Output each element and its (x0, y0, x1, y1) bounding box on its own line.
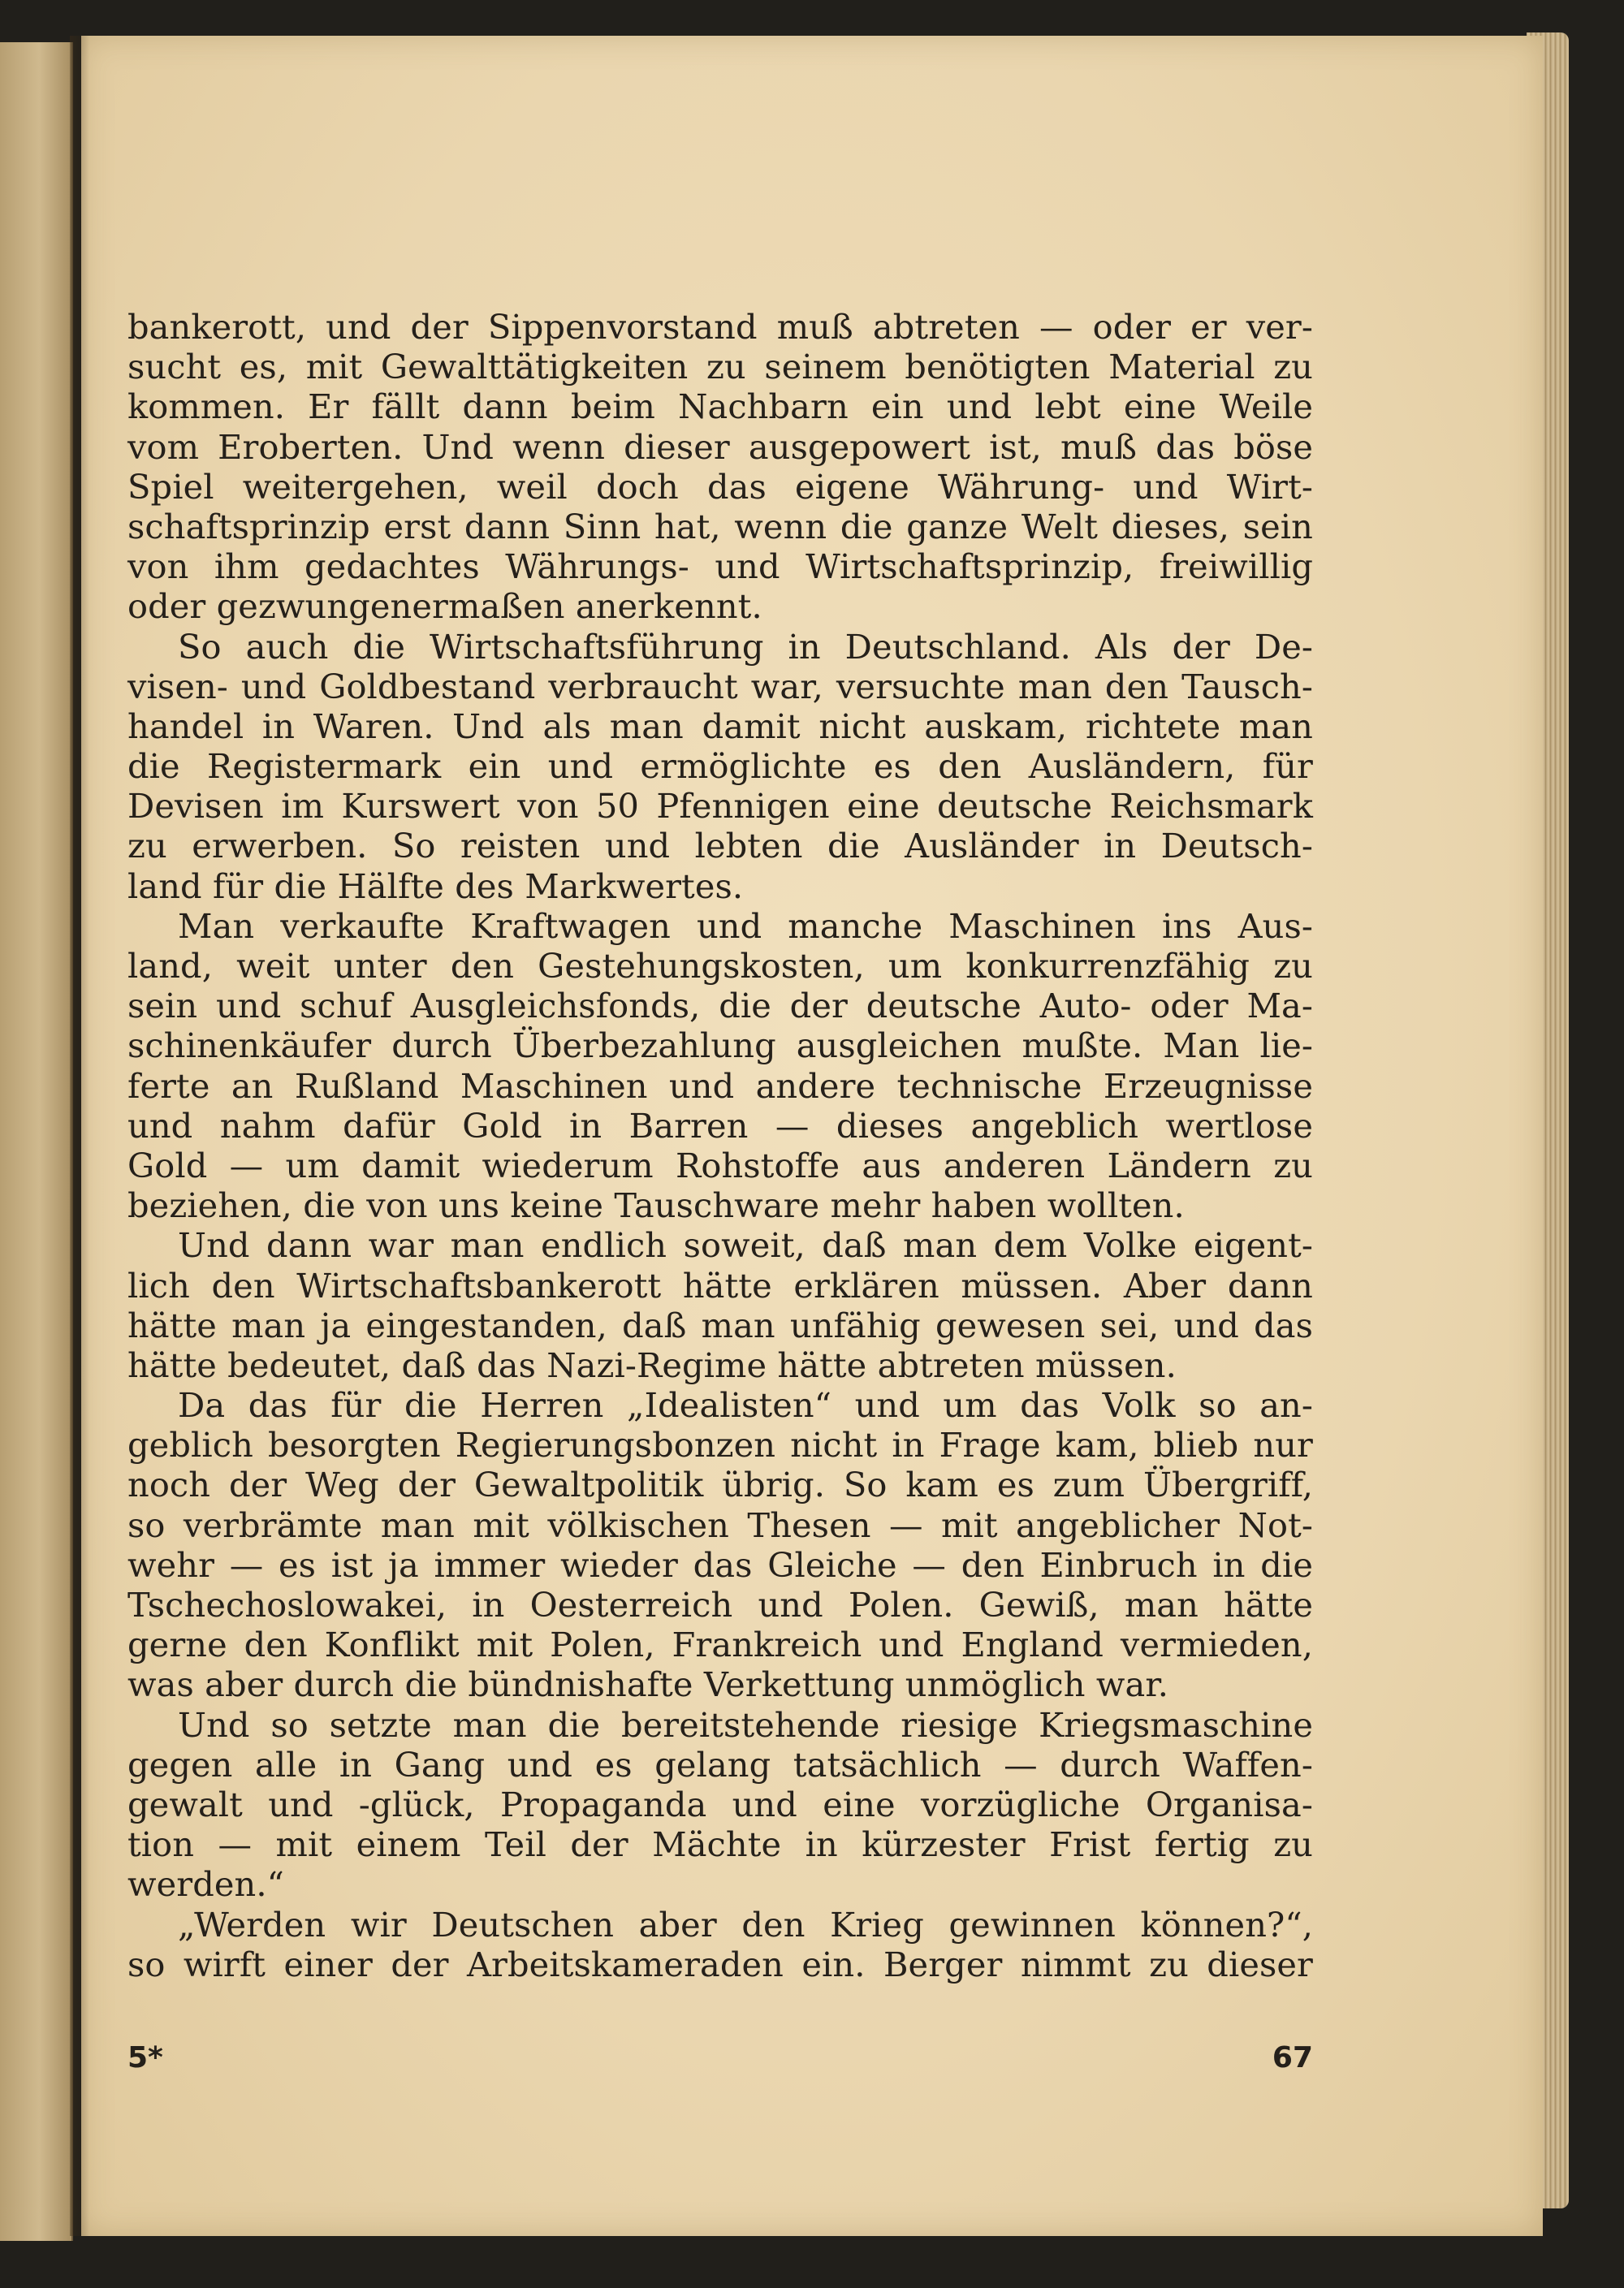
text-line: visen- und Goldbestand verbraucht war, versuchte man den Tausch- (127, 666, 1313, 706)
text-line: werden.“ (127, 1864, 284, 1905)
text-line: was aber durch die bündnishafte Verkettung unmöglich war. (127, 1664, 1169, 1705)
text-line: und nahm dafür Gold in Barren — dieses angeblich wertlose (127, 1105, 1313, 1146)
text-line: gerne den Konflikt mit Polen, Frankreich und England vermieden, (127, 1625, 1313, 1665)
text-line: So auch die Wirtschaftsführung in Deutschland. Als der De- (178, 626, 1313, 667)
text-line: land für die Hälfte des Markwertes. (127, 866, 744, 906)
text-line: gewalt und -glück, Propaganda und eine vorzügliche Organisa- (127, 1784, 1313, 1824)
text-line: vom Eroberten. Und wenn dieser ausgepowert ist, muß das böse (127, 426, 1313, 467)
text-line: lich den Wirtschaftsbankerott hätte erklären müssen. Aber dann (127, 1265, 1313, 1306)
text-line: Devisen im Kurswert von 50 Pfennigen eine deutsche Reichsmark (127, 786, 1313, 827)
text-line: schaftsprinzip erst dann Sinn hat, wenn die ganze Welt dieses, sein (127, 506, 1313, 546)
text-line: Gold — um damit wiederum Rohstoffe aus anderen Ländern zu (127, 1145, 1313, 1185)
text-line: Da das für die Herren „Idealisten“ und um das Volk so an- (178, 1385, 1313, 1426)
text-line: Man verkaufte Kraftwagen und manche Maschinen ins Aus- (178, 905, 1313, 946)
text-line: tion — mit einem Teil der Mächte in kürzester Frist fertig zu (127, 1824, 1313, 1865)
text-line: hätte bedeutet, daß das Nazi-Regime hätte abtreten müssen. (127, 1345, 1177, 1385)
page-number: 67 (1272, 2041, 1313, 2074)
text-line: Spiel weitergehen, weil doch das eigene Währung- und Wirt- (127, 466, 1313, 507)
book-page (81, 36, 1543, 2236)
text-line: zu erwerben. So reisten und lebten die Ausländer in Deutsch- (127, 826, 1313, 866)
text-line: Und dann war man endlich soweit, daß man dem Volke eigent- (178, 1225, 1313, 1266)
text-line: hätte man ja eingestanden, daß man unfähig gewesen sei, und das (127, 1305, 1313, 1345)
text-line: ferte an Rußland Maschinen und andere technische Erzeugnisse (127, 1065, 1313, 1106)
text-line: handel in Waren. Und als man damit nicht auskam, richtete man (127, 706, 1313, 746)
text-line: land, weit unter den Gestehungskosten, um konkurrenzfähig zu (127, 946, 1313, 986)
text-line: noch der Weg der Gewaltpolitik übrig. So kam es zum Übergriff, (127, 1465, 1313, 1505)
text-line: gegen alle in Gang und es gelang tatsächlich — durch Waffen- (127, 1744, 1313, 1785)
text-line: von ihm gedachtes Währungs- und Wirtschaftsprinzip, freiwillig (127, 546, 1313, 587)
previous-page-edge (0, 42, 73, 2241)
printer-signature: 5* (127, 2041, 163, 2074)
text-line: wehr — es ist ja immer wieder das Gleiche — den Einbruch in die (127, 1544, 1313, 1585)
text-line: „Werden wir Deutschen aber den Krieg gewinnen können?“, (178, 1904, 1313, 1945)
text-line: beziehen, die von uns keine Tauschware mehr haben wollten. (127, 1185, 1185, 1226)
text-line: so wirft einer der Arbeitskameraden ein. Berger nimmt zu dieser (127, 1944, 1313, 1984)
text-line: schinenkäufer durch Überbezahlung ausgleichen mußte. Man lie- (127, 1025, 1313, 1066)
text-line: sucht es, mit Gewalttätigkeiten zu seinem benötigten Material zu (127, 347, 1313, 387)
text-line: sein und schuf Ausgleichsfonds, die der deutsche Auto- oder Ma- (127, 986, 1313, 1026)
body-text (127, 307, 1313, 1984)
text-line: die Registermark ein und ermöglichte es den Ausländern, für (127, 746, 1313, 787)
text-line: oder gezwungenermaßen anerkennt. (127, 586, 762, 627)
text-line: Tschechoslowakei, in Oesterreich und Polen. Gewiß, man hätte (127, 1585, 1313, 1625)
text-line: Und so setzte man die bereitstehende riesige Kriegsmaschine (178, 1704, 1313, 1745)
text-line: so verbrämte man mit völkischen Thesen — mit angeblicher Not- (127, 1504, 1313, 1545)
text-line: geblich besorgten Regierungsbonzen nicht in Frage kam, blieb nur (127, 1425, 1313, 1466)
text-line: kommen. Er fällt dann beim Nachbarn ein und lebt eine Weile (127, 386, 1313, 427)
text-line: bankerott, und der Sippenvorstand muß abtreten — oder er ver- (127, 307, 1313, 347)
